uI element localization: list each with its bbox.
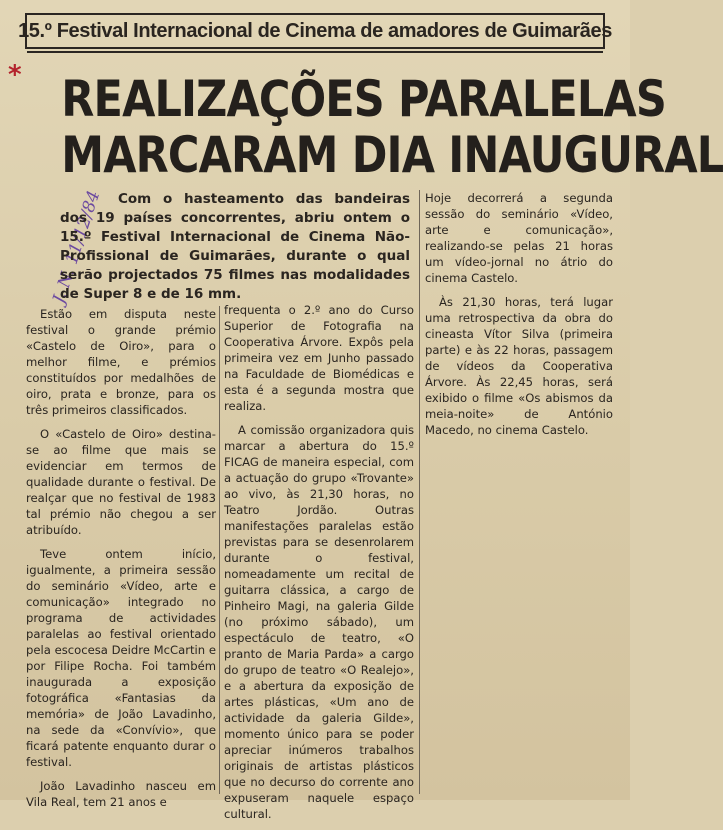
paragraph: O «Castelo de Oiro» destina-se ao filme que mais se evidenciar em termos de qualidade durante o festival. De realçar que no festival de 1983 tal prémio não chegou a ser atribuído. <box>26 427 216 537</box>
red-asterisk-mark: * <box>8 60 22 90</box>
paragraph: frequenta o 2.º ano do Curso Superior de Fotografia na Cooperativa Árvore. Expôs pela primeira vez em Junho passado na Faculdade de Biomédicas e esta é a segunda mostra que realiza. <box>224 303 414 413</box>
headline-line-1: REALIZAÇÕES PARALELAS <box>61 70 666 128</box>
paragraph: Estão em disputa neste festival o grande prémio «Castelo de Oiro», para o melhor filme, e prémios constituídos por medalhões de oiro, prata e bronze, para os três primeiros classificados. <box>26 307 216 417</box>
section-kicker <box>18 13 612 49</box>
article-column-3 <box>425 190 613 446</box>
article-column-2 <box>224 302 414 830</box>
kicker-underline <box>27 51 603 53</box>
paragraph: Teve ontem início, igualmente, a primeira sessão do seminário «Vídeo, arte e comunicação» integrado no programa de actividades paralelas ao festival orientado pela escocesa Deidre McCartin e por Filipe Rocha. Foi também inaugurada a exposição fotográfica «Fantasias da memória» de João Lavadinho, na sede da «Convívio», que ficará patente enquanto durar o festival. <box>26 547 216 769</box>
column-divider-2 <box>419 190 420 794</box>
column-divider-1 <box>219 306 220 794</box>
kicker-text: 15.º Festival Internacional de Cinema de amadores de Guimarães <box>18 19 612 42</box>
paragraph: A comissão organizadora quis marcar a abertura do 15.º FICAG de maneira especial, com a actuação do grupo «Trovante» ao vivo, às 21,30 horas, no Teatro Jordão. Outras manifestações paralelas estão previstas para se desenrolarem durante o festival, nomeadamente um recital de guitarra clássica, a cargo de Pinheiro Magi, na galeria Gilde (no próximo sábado), um espectáculo de teatro, «O pranto de Maria Parda» a cargo do grupo de teatro «O Realejo», e a abertura da exposição de artes plásticas, «Um ano de actividade da galeria Gilde», momento único para se poder apreciar inúmeros trabalhos originais de artistas plásticos que no decurso do corrente ano expuseram naquele espaço cultural. <box>224 423 414 821</box>
headline-line-2: MARCARAM DIA INAUGURAL <box>61 126 723 184</box>
paragraph: Hoje decorrerá a segunda sessão do seminário «Vídeo, arte e comunicação», realizando-se pelas 21 horas um vídeo-jornal no átrio do cinema Castelo. <box>425 191 613 285</box>
paragraph: Às 21,30 horas, terá lugar uma retrospectiva da obra do cineasta Vítor Silva (primeira parte) e às 22 horas, passagem de vídeos da Cooperativa Árvore. Às 22,45 horas, será exibido o filme «Os abismos da meia-noite» de António Macedo, no cinema Castelo. <box>425 295 613 437</box>
article-column-1 <box>26 306 216 818</box>
paragraph: João Lavadinho nasceu em Vila Real, tem 21 anos e <box>26 779 216 809</box>
handwritten-date: J. N. 11/12/84 <box>49 188 105 306</box>
lead-paragraph: Com o hasteamento das bandeiras dos 19 países concorrentes, abriu ontem o 15.º Festival Internacional de Cinema Não-Profissional de Guimarães, durante o qual serão projectados 75 filmes nas modalidades de Super 8 e de 16 mm. <box>60 191 410 302</box>
